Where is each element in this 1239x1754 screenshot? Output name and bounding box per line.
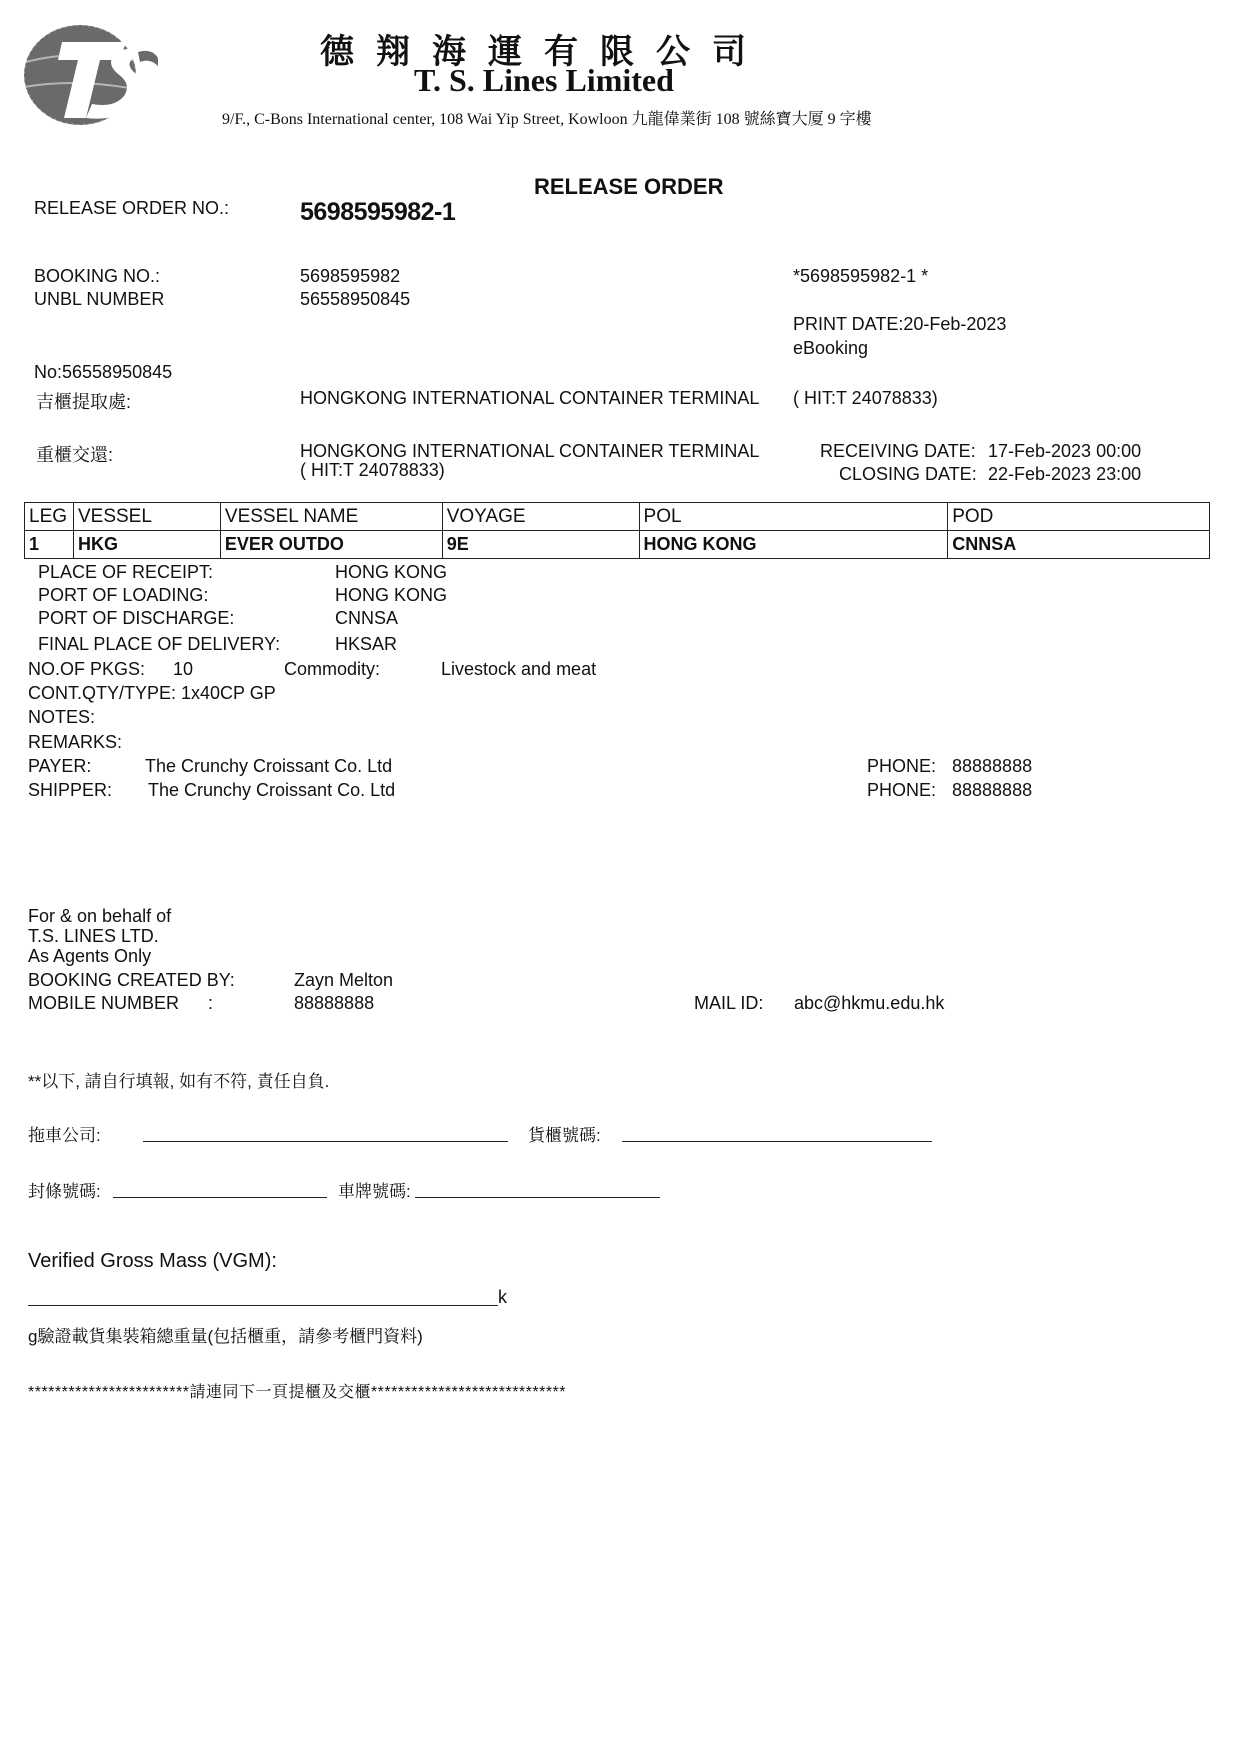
mobile-label: MOBILE NUMBER (28, 993, 180, 1013)
company-logo (22, 22, 158, 128)
booking-channel: eBooking (793, 338, 869, 358)
plate-number-label: 車牌號碼: (338, 1182, 411, 1201)
payer-phone-label: PHONE: (867, 756, 937, 776)
document-title: RELEASE ORDER (534, 174, 724, 199)
trucking-company-field[interactable] (143, 1141, 508, 1142)
booking-label: BOOKING NO.: (34, 266, 161, 286)
commodity-value: Livestock and meat (441, 659, 597, 679)
company-name-chinese: 德翔海運有限公司 (320, 34, 768, 71)
trucking-company-label: 拖車公司: (28, 1126, 101, 1145)
commodity-label: Commodity: (284, 659, 381, 679)
behalf-line-2: T.S. LINES LTD. (28, 926, 159, 946)
created-by-label: BOOKING CREATED BY: (28, 970, 235, 990)
vgm-unit: k (498, 1287, 507, 1307)
pickup-label: 吉櫃提取處: (36, 392, 132, 412)
shipper-name: The Crunchy Croissant Co. Ltd (148, 780, 396, 800)
place-of-receipt: HONG KONG (335, 562, 448, 582)
table-cell: CNNSA (948, 531, 1210, 559)
vessel-legs-table (24, 502, 1210, 559)
barcode-text: *5698595982-1 * (793, 266, 929, 286)
pkgs-value: 10 (173, 659, 194, 679)
receiving-date-label: RECEIVING DATE: (820, 441, 976, 461)
container-qty-type: CONT.QTY/TYPE: 1x40CP GP (28, 683, 276, 703)
receiving-date: 17-Feb-2023 00:00 (988, 441, 1142, 461)
shipper-phone-label: PHONE: (867, 780, 937, 800)
port-of-discharge-label: PORT OF DISCHARGE: (38, 608, 235, 628)
mobile-colon: : (208, 993, 214, 1013)
container-number-label: 貨櫃號碼: (528, 1126, 601, 1145)
table-cell: EVER OUTDO (220, 531, 442, 559)
final-delivery: HKSAR (335, 634, 398, 654)
port-of-loading-label: PORT OF LOADING: (38, 585, 209, 605)
created-by-name: Zayn Melton (294, 970, 394, 990)
booking-number: 5698595982 (300, 266, 401, 286)
plate-number-field[interactable] (415, 1197, 660, 1198)
column-header: VESSEL (73, 503, 220, 531)
behalf-line-3: As Agents Only (28, 946, 152, 966)
company-address: 9/F., C-Bons International center, 108 Wai Yip Street, Kowloon 九龍偉業街 108 號絲寶大厦 9 字樓 (222, 111, 872, 128)
fill-in-note: **以下, 請自行填報, 如有不符, 責任自負. (28, 1072, 330, 1091)
table-cell: 9E (442, 531, 639, 559)
pickup-terminal: HONGKONG INTERNATIONAL CONTAINER TERMINAL (300, 388, 760, 408)
pickup-hit: ( HIT:T 24078833) (793, 388, 938, 408)
column-header: VESSEL NAME (220, 503, 442, 531)
release-order-label: RELEASE ORDER NO.: (34, 198, 230, 218)
notes-label: NOTES: (28, 707, 96, 727)
return-terminal: HONGKONG INTERNATIONAL CONTAINER TERMINAL (300, 441, 760, 461)
place-of-receipt-label: PLACE OF RECEIPT: (38, 562, 214, 582)
shipper-phone: 88888888 (952, 780, 1033, 800)
column-header: POD (948, 503, 1210, 531)
closing-date-label: CLOSING DATE: (839, 464, 977, 484)
vgm-note: g驗證載貨集裝箱總重量(包括櫃重，請參考櫃門資料) (28, 1327, 423, 1346)
no-line: No:56558950845 (34, 362, 173, 382)
column-header: LEG (25, 503, 74, 531)
table-cell: HKG (73, 531, 220, 559)
vgm-label: Verified Gross Mass (VGM): (28, 1250, 277, 1272)
pkgs-label: NO.OF PKGS: (28, 659, 146, 679)
shipper-label: SHIPPER: (28, 780, 113, 800)
vgm-field[interactable] (28, 1305, 498, 1306)
remarks-label: REMARKS: (28, 732, 123, 752)
port-of-discharge: CNNSA (335, 608, 399, 628)
mobile-number: 88888888 (294, 993, 375, 1013)
return-label: 重櫃交還: (36, 445, 114, 465)
print-date: PRINT DATE:20-Feb-2023 (793, 314, 1007, 334)
company-name-english: T. S. Lines Limited (414, 62, 674, 98)
seal-number-label: 封條號碼: (28, 1182, 101, 1201)
unbl-number: 56558950845 (300, 289, 411, 309)
behalf-line-1: For & on behalf of (28, 906, 172, 926)
payer-name: The Crunchy Croissant Co. Ltd (145, 756, 393, 776)
release-order-number: 5698595982-1 (300, 198, 456, 226)
seal-number-field[interactable] (113, 1197, 327, 1198)
closing-date: 22-Feb-2023 23:00 (988, 464, 1142, 484)
table-row (25, 531, 1210, 559)
table-header-row (25, 503, 1210, 531)
column-header: POL (639, 503, 948, 531)
port-of-loading: HONG KONG (335, 585, 448, 605)
column-header: VOYAGE (442, 503, 639, 531)
table-cell: HONG KONG (639, 531, 948, 559)
unbl-label: UNBL NUMBER (34, 289, 165, 309)
payer-label: PAYER: (28, 756, 92, 776)
container-number-field[interactable] (622, 1141, 932, 1142)
mail-id: abc@hkmu.edu.hk (794, 993, 945, 1013)
footer-instruction: ************************請連同下一頁提櫃及交櫃***************************** (28, 1384, 567, 1401)
return-hit: ( HIT:T 24078833) (300, 460, 445, 480)
payer-phone: 88888888 (952, 756, 1033, 776)
table-cell: 1 (25, 531, 74, 559)
mail-label: MAIL ID: (694, 993, 764, 1013)
final-delivery-label: FINAL PLACE OF DELIVERY: (38, 634, 281, 654)
